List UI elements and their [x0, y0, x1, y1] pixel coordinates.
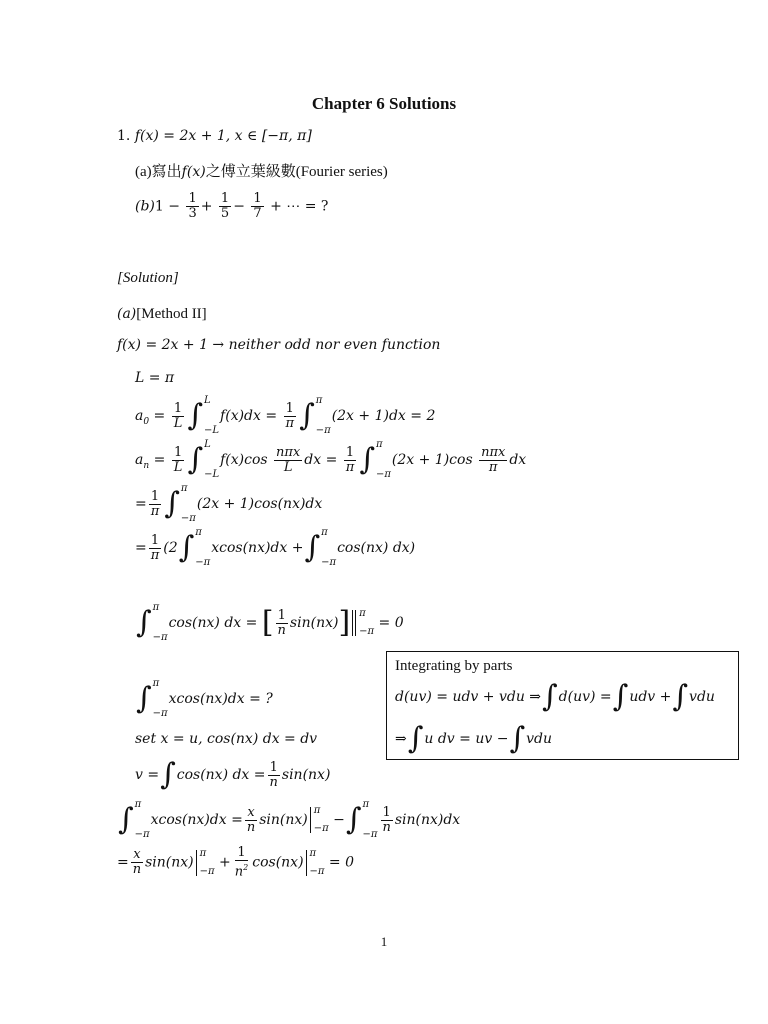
- an-equation: $a_n$ = $\frac{1}{L}$ ∫ L −L f(x)cos $\frac{\text{nπx}}{L}$ dx = $\frac{1}{\pi}$ ∫ π −π (2x + 1)cos $\frac{\text{nπx}}{\pi}$ dx: [135, 439, 527, 480]
- integration-by-parts-box: [386, 651, 739, 760]
- parts-result: ∫ π −π xcos(nx)dx = $\frac{x}{n}$ sin(nx) π −π − ∫ π −π $\frac{1}{n}$ sin(nx)dx: [118, 799, 461, 840]
- problem-statement: [117, 128, 312, 144]
- solution-header: [Solution]: [117, 270, 179, 286]
- box-title: Integrating by parts: [395, 658, 513, 674]
- problem-part-b: (b)1 − $\frac{1}{3}$ + $\frac{1}{5}$ − $\frac{1}{7}$ + ⋯ = ?: [135, 191, 329, 221]
- an-step-2: = $\frac{1}{\pi}$ ∫ π −π (2x + 1)cos(nx)dx: [135, 483, 323, 524]
- an-step-3: = $\frac{1}{\pi}$ (2 ∫ π −π xcos(nx)dx + ∫ π −π cos(nx) dx): [135, 527, 416, 568]
- parity-line: f(x) = 2x + 1 → neither odd nor even function: [117, 337, 441, 353]
- period-line: L = π: [135, 370, 175, 386]
- parts-final: = $\frac{x}{n}$ sin(nx) π −π + $\frac{1}{n^2}$ cos(nx) π −π = 0: [117, 845, 355, 880]
- cos-integral: ∫ π −π cos(nx) dx = [ $\frac{1}{n}$ sin(nx)] π −π = 0: [136, 602, 404, 643]
- function-definition: f(x) = 2x + 1, x ∈ [−π, π]: [134, 128, 312, 144]
- problem-number: 1.: [117, 128, 131, 144]
- box-formula-1: d(uv) = udv + vdu ⇒ ∫ d(uv) = ∫ udv + ∫ vdu: [395, 679, 715, 714]
- page-number: 1: [380, 934, 388, 949]
- box-formula-2: ⇒ ∫ u dv = uv − ∫ vdu: [395, 721, 552, 756]
- xcos-integral-question: ∫ π −π xcos(nx)dx = ?: [136, 678, 273, 719]
- a0-equation: $a_0$ = $\frac{1}{L}$ ∫ L −L f(x)dx = $\frac{1}{\pi}$ ∫ π −π (2x + 1)dx = 2: [135, 395, 436, 436]
- problem-part-a: (a)寫出f(x)之傅立葉級數(Fourier series): [135, 164, 388, 180]
- page-title: Chapter 6 Solutions: [311, 94, 457, 113]
- solution-method: (a)[Method II]: [117, 306, 207, 322]
- v-equation: v = ∫ cos(nx) dx = $\frac{1}{n}$ sin(nx): [135, 757, 331, 792]
- substitution-line: set x = u, cos(nx) dx = dv: [135, 731, 318, 747]
